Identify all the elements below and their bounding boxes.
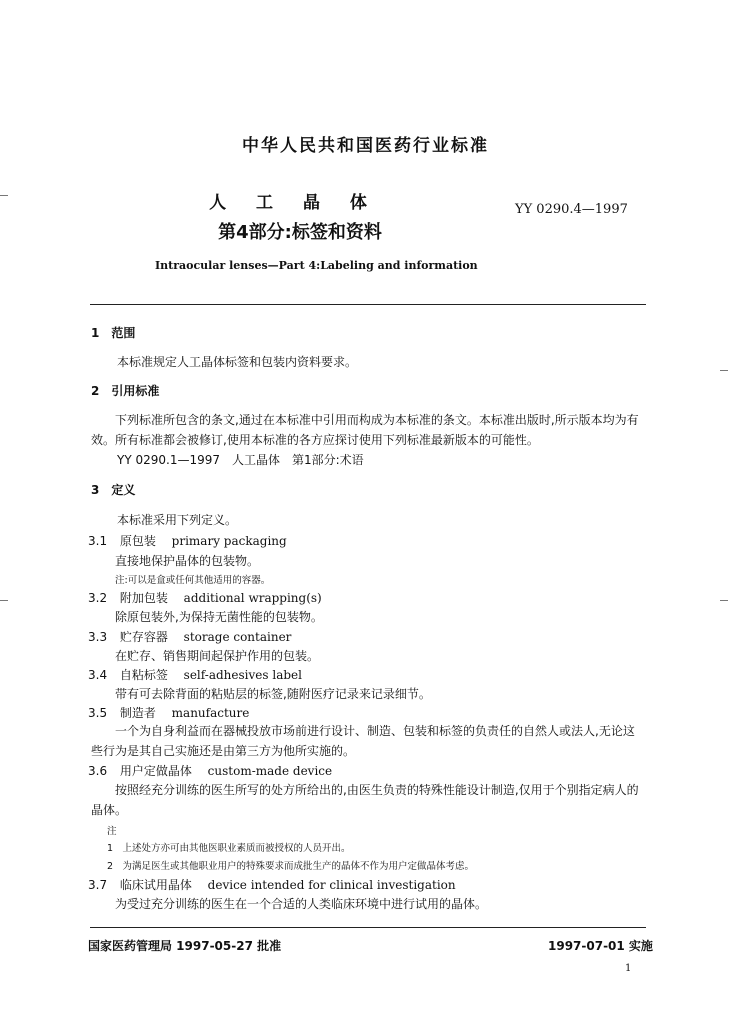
scan-edge-mark [0,195,8,196]
term-chinese: 原包装 [119,534,156,548]
term-number: 3.3 [88,630,108,644]
term-3-1 [88,532,287,549]
section-1-text: 本标准规定人工晶体标签和包装内资料要求。 [117,355,358,369]
term-english: self-adhesives label [183,668,302,682]
section-3-heading: 3 定义 [91,483,136,497]
term-3-4-definition: 带有可去除背面的粘贴层的标签,随附医疗记录来记录细节。 [115,687,431,701]
section-2-text: 下列标准所包含的条文,通过在本标准中引用而构成为本标准的条文。本标准出版时,所示版本均为有效。所有标准都会被修订,使用本标准的各方应探讨使用下列标准最新版本的可能性。 [91,413,639,447]
term-3-7-definition: 为受过充分训练的医生在一个合适的人类临床环境中进行试用的晶体。 [115,897,488,911]
term-chinese: 自粘标签 [119,668,168,682]
term-number: 3.1 [88,534,108,548]
term-number: 3.4 [88,668,108,682]
term-3-1-definition: 直接地保护晶体的包装物。 [115,554,260,568]
term-chinese: 贮存容器 [119,630,168,644]
section-3-intro: 本标准采用下列定义。 [117,513,238,527]
term-english: additional wrapping(s) [183,591,322,605]
section-2-reference: YY 0290.1—1997 人工晶体 第1部分:术语 [117,453,364,467]
scan-edge-mark [0,600,8,601]
document-subtitle: 第4部分:标签和资料 [218,222,382,243]
section-1-heading: 1 范围 [91,326,136,340]
approval-date: 国家医药管理局 1997-05-27 批准 [88,939,282,953]
term-3-6-definition: 按照经充分训练的医生所写的处方所给出的,由医生负责的特殊性能设计制造,仅用于个别指定病人的晶体。 [91,783,639,817]
term-3-2 [88,589,322,606]
term-number: 3.5 [88,706,108,720]
term-3-2-definition: 除原包装外,为保持无菌性能的包装物。 [115,610,323,624]
term-3-5 [88,704,249,721]
scan-edge-mark [720,600,728,601]
term-3-1-note: 注:可以是盒或任何其他适用的容器。 [115,575,271,586]
document-category-title: 中华人民共和国医药行业标准 [242,136,489,156]
term-english: storage container [183,630,292,644]
term-number: 3.6 [88,764,108,778]
term-chinese: 附加包装 [119,591,168,605]
term-number: 3.2 [88,591,108,605]
term-english: manufacture [171,706,250,720]
term-3-4 [88,666,302,683]
term-3-3-definition: 在贮存、销售期间起保护作用的包装。 [115,649,320,663]
scan-edge-mark [720,370,728,371]
english-title: Intraocular lenses—Part 4:Labeling and information [155,259,478,272]
standard-number: YY 0290.4—1997 [515,202,628,217]
section-2-heading: 2 引用标准 [91,384,160,398]
term-3-3 [88,628,291,645]
implementation-date: 1997-07-01 实施 [548,939,653,953]
term-english: primary packaging [171,534,287,548]
term-3-6-note-2: 2 为满足医生或其他职业用户的特殊要求而成批生产的晶体不作为用户定做晶体考虑。 [107,861,475,872]
term-3-6-note-1: 1 上述处方亦可由其他医职业素质而被授权的人员开出。 [107,843,351,854]
term-chinese: 用户定做晶体 [119,764,192,778]
term-english: device intended for clinical investigation [207,878,456,892]
term-3-7 [88,876,456,893]
term-3-5-definition: 一个为自身利益而在器械投放市场前进行设计、制造、包装和标签的负责任的自然人或法人,无论这些行为是其自己实施还是由第三方为他所实施的。 [91,724,635,758]
document-main-title: 人 工 晶 体 [209,193,379,213]
term-3-6-note-label: 注 [107,826,117,837]
footer-divider [90,927,646,928]
term-chinese: 临床试用晶体 [119,878,192,892]
term-number: 3.7 [88,878,108,892]
term-3-6 [88,762,332,779]
term-english: custom-made device [207,764,333,778]
header-divider [90,304,646,305]
term-chinese: 制造者 [119,706,156,720]
page-number: 1 [625,963,632,974]
